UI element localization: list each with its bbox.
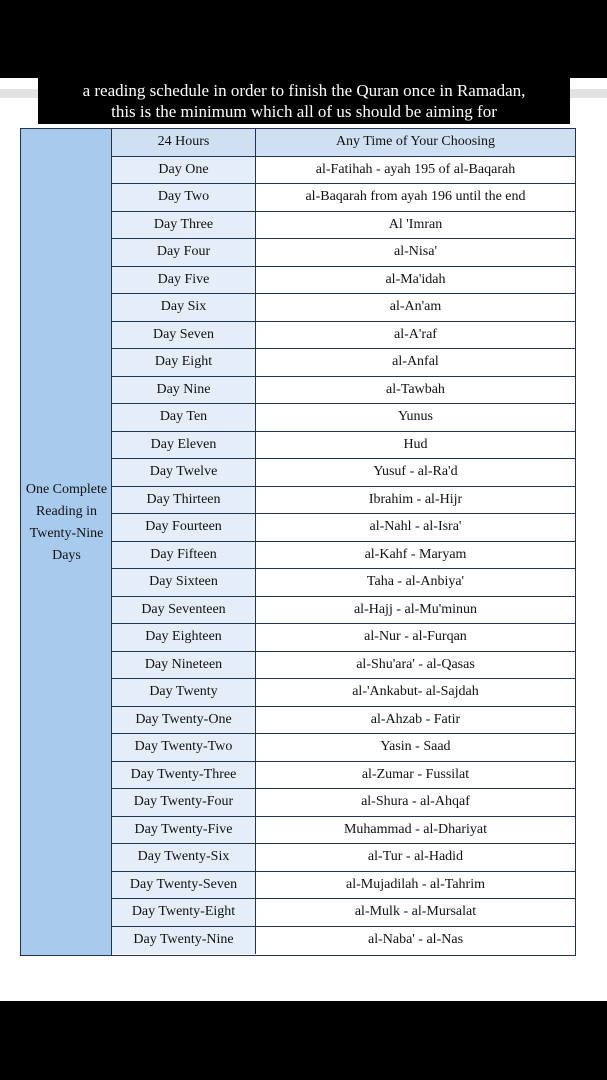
reading-cell: Muhammad - al-Dhariyat (256, 817, 575, 844)
day-cell: Day Twenty-Six (112, 844, 256, 871)
reading-cell: al-Ahzab - Fatir (256, 707, 575, 734)
table-row (112, 267, 575, 295)
reading-cell: al-Ma'idah (256, 267, 575, 294)
reading-cell: al-Anfal (256, 349, 575, 376)
table-header-row (112, 129, 575, 157)
reading-cell: al-Nahl - al-Isra' (256, 514, 575, 541)
reading-cell: al-Nisa' (256, 239, 575, 266)
table-row (112, 762, 575, 790)
day-cell: Day Eighteen (112, 624, 256, 651)
table-row (112, 844, 575, 872)
reading-cell: Yunus (256, 404, 575, 431)
reading-cell: al-Baqarah from ayah 196 until the end (256, 184, 575, 211)
reading-schedule-table (20, 128, 576, 956)
day-cell: 24 Hours (112, 129, 256, 156)
table-row (112, 349, 575, 377)
table-row (112, 404, 575, 432)
side-label-line-4: Days (52, 548, 81, 563)
day-cell: Day Twenty (112, 679, 256, 706)
table-row (112, 294, 575, 322)
table-row (112, 212, 575, 240)
day-cell: Day Eleven (112, 432, 256, 459)
day-cell: Day Twenty-Five (112, 817, 256, 844)
day-cell: Day Twenty-Two (112, 734, 256, 761)
reading-cell: Ibrahim - al-Hijr (256, 487, 575, 514)
day-cell: Day Eight (112, 349, 256, 376)
day-cell: Day Sixteen (112, 569, 256, 596)
table-row (112, 817, 575, 845)
table-row (112, 597, 575, 625)
table-row (112, 487, 575, 515)
table-row (112, 239, 575, 267)
side-label-line-3: Twenty-Nine (29, 526, 104, 541)
reading-cell: al-Naba' - al-Nas (256, 927, 575, 955)
table-row (112, 734, 575, 762)
table-row (112, 459, 575, 487)
day-cell: Day Twelve (112, 459, 256, 486)
day-cell: Day Nineteen (112, 652, 256, 679)
table-row (112, 899, 575, 927)
table-row (112, 624, 575, 652)
day-cell: Day Fourteen (112, 514, 256, 541)
caption-line-1: a reading schedule in order to finish the Quran once in Ramadan, (82, 81, 526, 100)
day-cell: Day Ten (112, 404, 256, 431)
table-row (112, 514, 575, 542)
day-cell: Day Twenty-One (112, 707, 256, 734)
table-row (112, 542, 575, 570)
day-cell: Day Twenty-Seven (112, 872, 256, 899)
table-row (112, 184, 575, 212)
day-cell: Day Fifteen (112, 542, 256, 569)
day-cell: Day Two (112, 184, 256, 211)
day-cell: Day Twenty-Eight (112, 899, 256, 926)
day-cell: Day One (112, 157, 256, 184)
table-row (112, 157, 575, 185)
table-row (112, 679, 575, 707)
table-row (112, 432, 575, 460)
reading-cell: Yusuf - al-Ra'd (256, 459, 575, 486)
day-cell: Day Seventeen (112, 597, 256, 624)
table-row (112, 322, 575, 350)
reading-cell: Al 'Imran (256, 212, 575, 239)
reading-cell: al-'Ankabut- al-Sajdah (256, 679, 575, 706)
table-row (112, 789, 575, 817)
table-row (112, 872, 575, 900)
schedule-side-column (21, 129, 112, 955)
top-black-bar (0, 0, 607, 78)
side-label-line-1: One Complete (25, 482, 108, 497)
side-label-line-2: Reading in (35, 504, 98, 519)
table-row (112, 569, 575, 597)
table-row (112, 707, 575, 735)
bottom-black-bar (0, 1001, 607, 1080)
reading-cell: Yasin - Saad (256, 734, 575, 761)
reading-cell: al-Nur - al-Furqan (256, 624, 575, 651)
table-row (112, 927, 575, 955)
day-cell: Day Five (112, 267, 256, 294)
day-cell: Day Six (112, 294, 256, 321)
day-cell: Day Seven (112, 322, 256, 349)
day-cell: Day Nine (112, 377, 256, 404)
reading-cell: Taha - al-Anbiya' (256, 569, 575, 596)
schedule-caption (38, 78, 570, 124)
reading-cell: al-Shu'ara' - al-Qasas (256, 652, 575, 679)
reading-cell: al-Zumar - Fussilat (256, 762, 575, 789)
reading-cell: Any Time of Your Choosing (256, 129, 575, 156)
reading-cell: al-Mujadilah - al-Tahrim (256, 872, 575, 899)
reading-cell: al-Kahf - Maryam (256, 542, 575, 569)
reading-cell: al-A'raf (256, 322, 575, 349)
table-row (112, 652, 575, 680)
day-cell: Day Thirteen (112, 487, 256, 514)
day-cell: Day Twenty-Three (112, 762, 256, 789)
schedule-rows (112, 129, 575, 954)
day-cell: Day Twenty-Nine (112, 927, 256, 955)
reading-cell: al-An'am (256, 294, 575, 321)
day-cell: Day Twenty-Four (112, 789, 256, 816)
side-label (21, 479, 112, 567)
table-row (112, 377, 575, 405)
reading-cell: al-Tur - al-Hadid (256, 844, 575, 871)
reading-cell: Hud (256, 432, 575, 459)
reading-cell: al-Tawbah (256, 377, 575, 404)
reading-cell: al-Hajj - al-Mu'minun (256, 597, 575, 624)
reading-cell: al-Shura - al-Ahqaf (256, 789, 575, 816)
reading-cell: al-Mulk - al-Mursalat (256, 899, 575, 926)
reading-cell: al-Fatihah - ayah 195 of al-Baqarah (256, 157, 575, 184)
caption-line-2: this is the minimum which all of us should be aiming for (111, 102, 497, 121)
day-cell: Day Three (112, 212, 256, 239)
day-cell: Day Four (112, 239, 256, 266)
